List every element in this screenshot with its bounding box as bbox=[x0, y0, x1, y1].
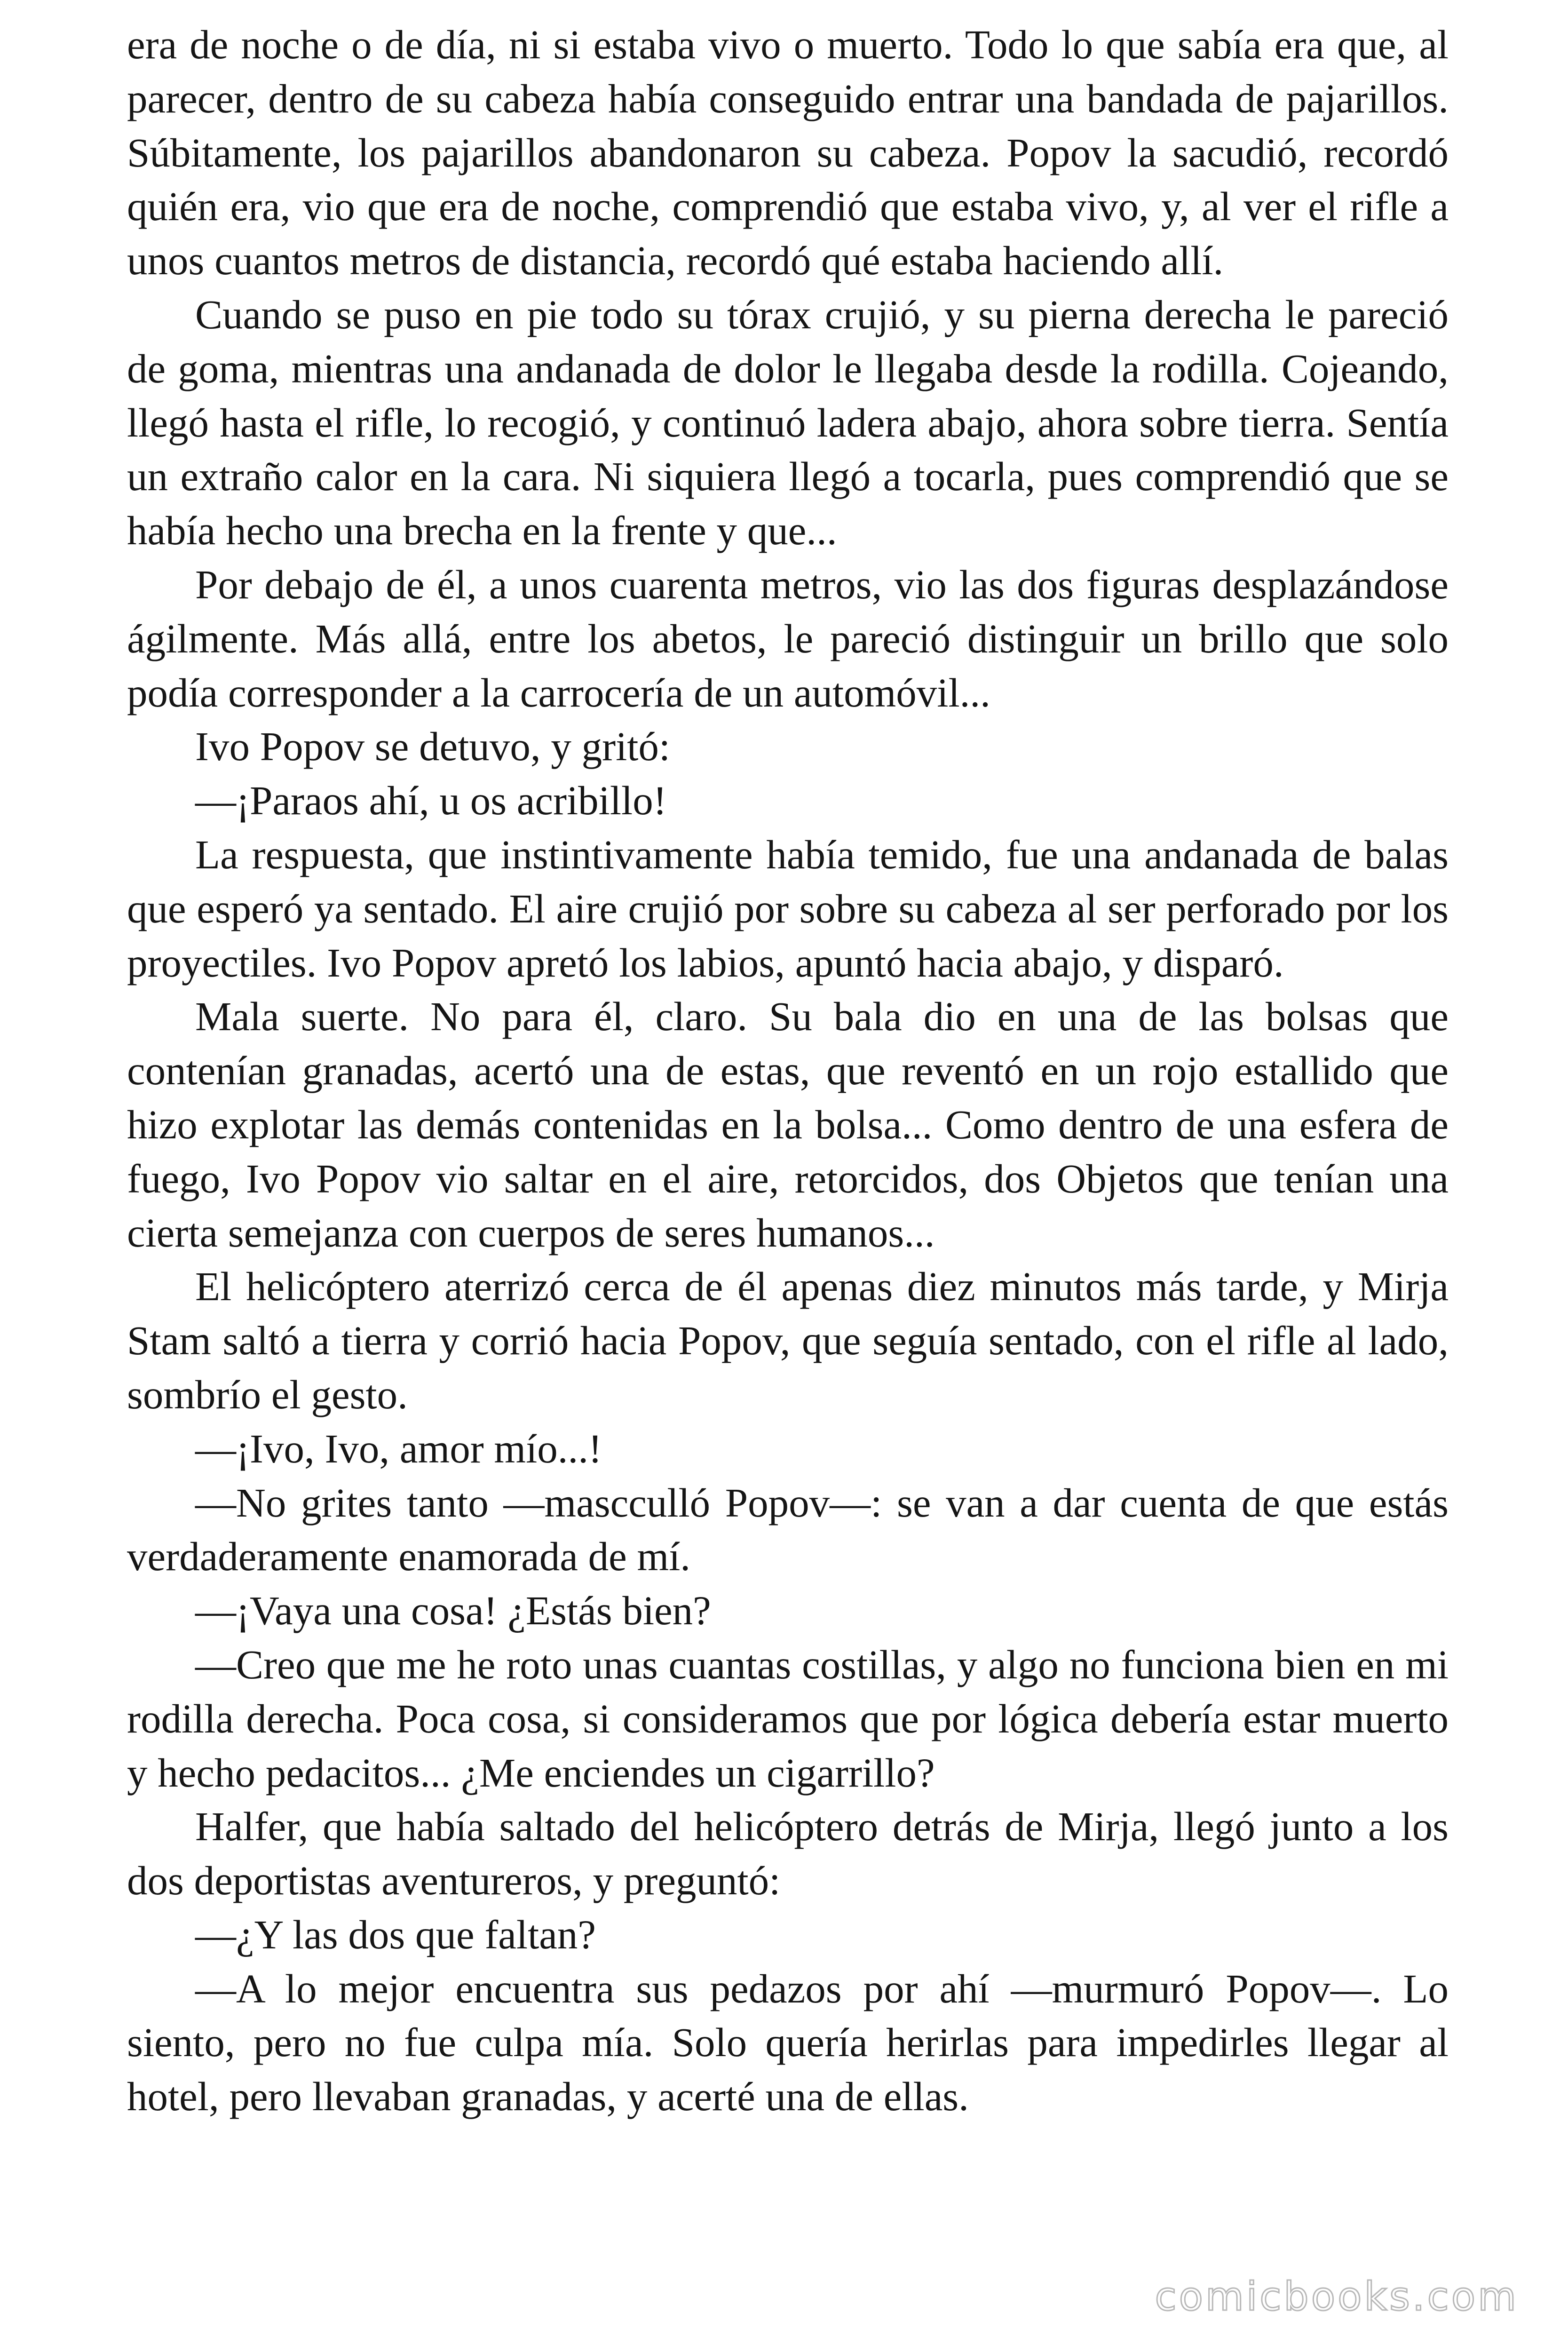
paragraph-6: La respuesta, que instintivamente había temido, fue una andanada de balas que esperó ya sentado. El aire crujió por sobre su cabeza al ser perforado por los proyectiles. Ivo Popov apretó los labios, apuntó hacia abajo, y disparó. bbox=[127, 831, 1449, 985]
paragraph-14: —¿Y las dos que faltan? bbox=[195, 1911, 596, 1957]
paragraph-1: era de noche o de día, ni si estaba vivo o muerto. Todo lo que sabía era que, al parecer, dentro de su cabeza había conseguido entrar una bandada de pajarillos. Súbitamente, los pajarillos abandonaron su cabeza. Popov la sacudió, recordó quién era, vio que era de noche, comprendió que estaba vivo, y, al ver el rifle a unos cuantos metros de distancia, recordó qué estaba haciendo allí. bbox=[127, 22, 1449, 284]
book-page-text bbox=[127, 18, 1449, 2124]
paragraph-15: —A lo mejor encuentra sus pedazos por ahí —murmuró Popov—. Lo siento, pero no fue culpa mía. Solo quería herirlas para impedirles llegar al hotel, pero llevaban granadas, y acerté una de ellas. bbox=[127, 1965, 1449, 2120]
watermark: comicbooks.com bbox=[1155, 2273, 1519, 2320]
paragraph-2: Cuando se puso en pie todo su tórax crujió, y su pierna derecha le pareció de goma, mientras una andanada de dolor le llegaba desde la rodilla. Cojeando, llegó hasta el rifle, lo recogió, y continuó ladera abajo, ahora sobre tierra. Sentía un extraño calor en la cara. Ni siquiera llegó a tocarla, pues comprendió que se había hecho una brecha en la frente y que... bbox=[127, 291, 1449, 554]
paragraph-10: —No grites tanto —mascculló Popov—: se van a dar cuenta de que estás verdaderamente enamorada de mí. bbox=[127, 1479, 1449, 1580]
paragraph-8: El helicóptero aterrizó cerca de él apenas diez minutos más tarde, y Mirja Stam saltó a tierra y corrió hacia Popov, que seguía sentado, con el rifle al lado, sombrío el gesto. bbox=[127, 1263, 1449, 1417]
paragraph-7: Mala suerte. No para él, claro. Su bala dio en una de las bolsas que contenían granadas, acertó una de estas, que reventó en un rojo estallido que hizo explotar las demás contenidas en la bolsa... Como dentro de una esfera de fuego, Ivo Popov vio saltar en el aire, retorcidos, dos Objetos que tenían una cierta semejanza con cuerpos de seres humanos... bbox=[127, 993, 1449, 1255]
paragraph-13: Halfer, que había saltado del helicóptero detrás de Mirja, llegó junto a los dos deportistas aventureros, y preguntó: bbox=[127, 1804, 1449, 1904]
paragraph-4: Ivo Popov se detuvo, y gritó: bbox=[195, 723, 671, 770]
paragraph-5: —¡Paraos ahí, u os acribillo! bbox=[195, 778, 667, 824]
paragraph-12: —Creo que me he roto unas cuantas costillas, y algo no funciona bien en mi rodilla derecha. Poca cosa, si consideramos que por lógica debería estar muerto y hecho pedacitos... ¿Me enciendes un cigarrillo? bbox=[127, 1641, 1449, 1796]
paragraph-9: —¡Ivo, Ivo, amor mío...! bbox=[195, 1425, 602, 1471]
paragraph-3: Por debajo de él, a unos cuarenta metros, vio las dos figuras desplazándose ágilmente. Más allá, entre los abetos, le pareció distinguir un brillo que solo podía corresponder a la carrocería de un automóvil... bbox=[127, 561, 1449, 715]
paragraph-11: —¡Vaya una cosa! ¿Estás bien? bbox=[195, 1588, 711, 1634]
